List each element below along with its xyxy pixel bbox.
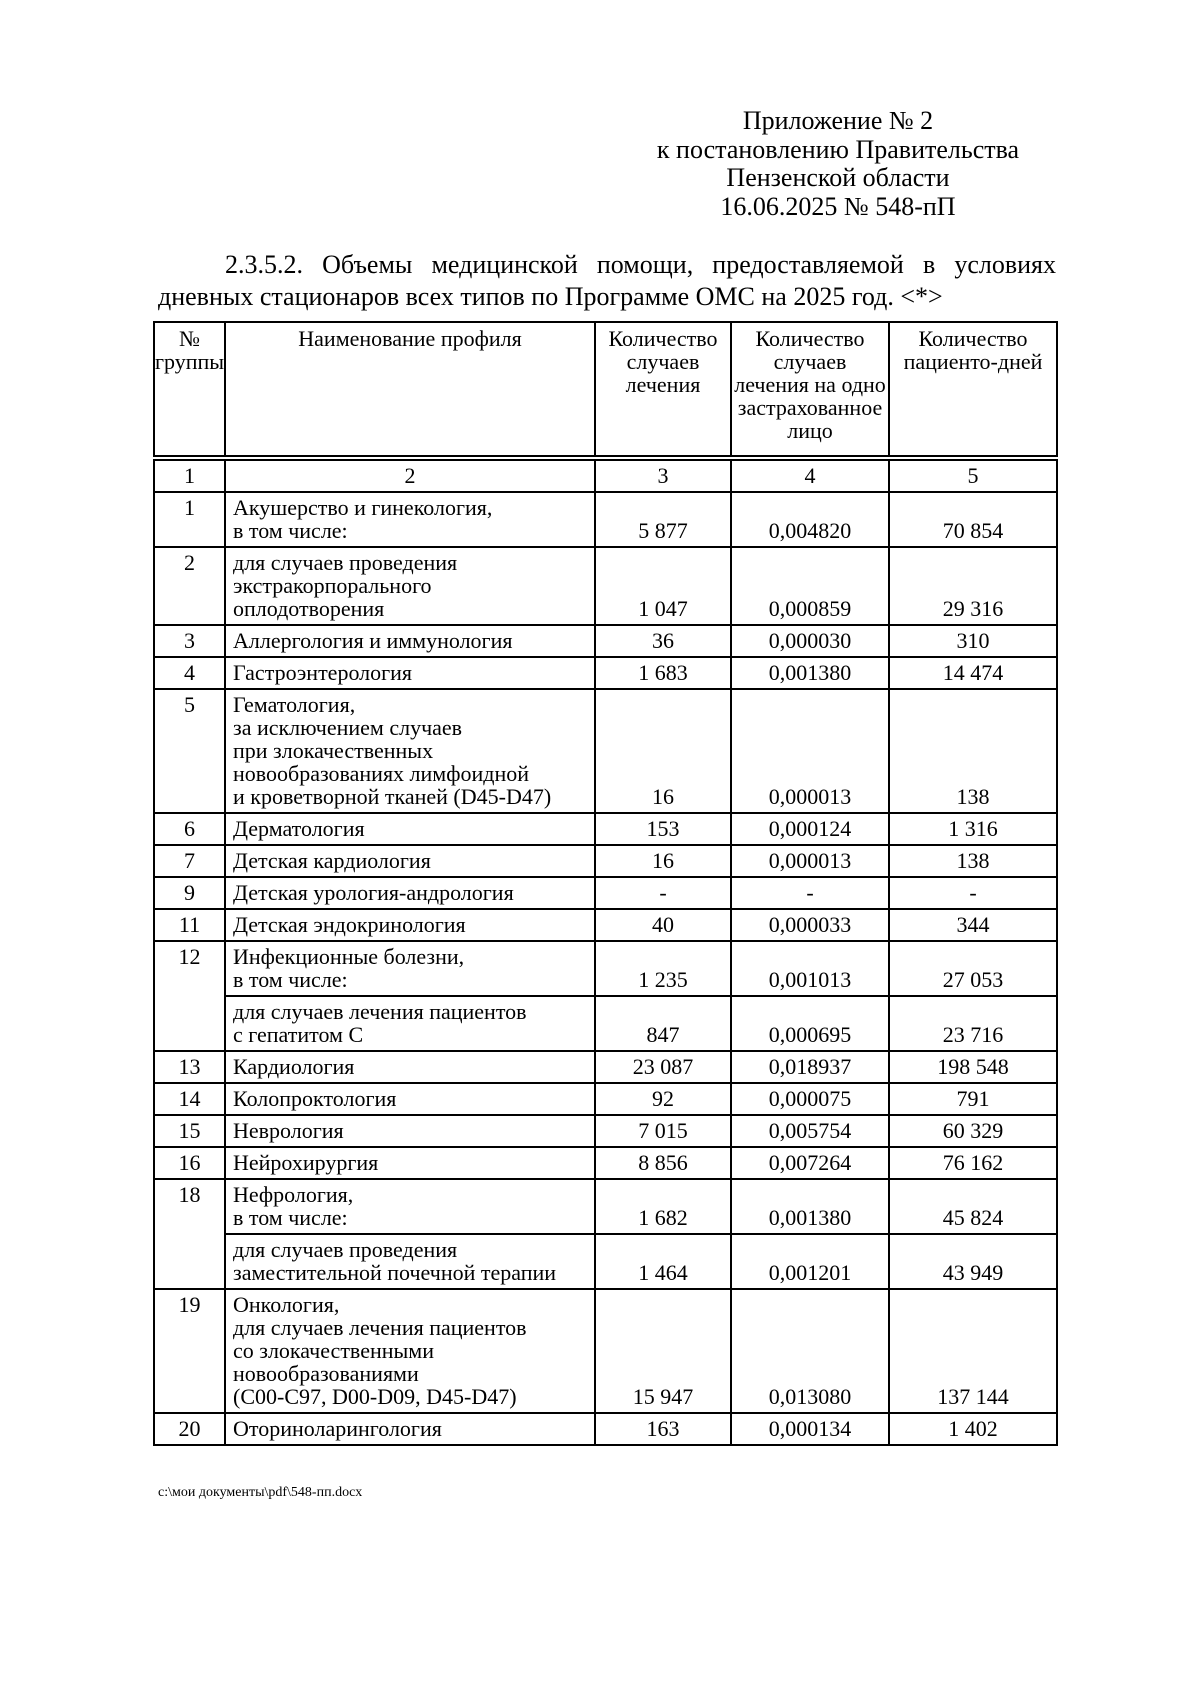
header-row [154,322,1057,456]
cases-per-insured: 0,000030 [731,625,889,657]
group-number: 20 [154,1413,225,1445]
group-number: 4 [154,657,225,689]
treatment-cases: 1 464 [595,1234,731,1289]
group-number: 3 [154,625,225,657]
treatment-cases: 16 [595,845,731,877]
group-number: 6 [154,813,225,845]
table-row [154,625,1057,657]
patient-days: 27 053 [889,941,1057,996]
treatment-cases: 1 683 [595,657,731,689]
table-row [154,909,1057,941]
profile-name: Неврология [225,1115,595,1147]
cases-per-insured: 0,007264 [731,1147,889,1179]
appendix-title: Приложение № 2 [742,106,934,135]
table-header [153,321,1058,457]
column-number-row [154,460,1057,492]
table-row [154,1051,1057,1083]
group-number: 5 [154,689,225,813]
profile-name: Акушерство и гинекология, в том числе: [225,492,595,547]
column-number: 5 [889,460,1057,492]
profile-name: Колопроктология [225,1083,595,1115]
profile-name: Оториноларингология [225,1413,595,1445]
patient-days: - [889,877,1057,909]
patient-days: 1 402 [889,1413,1057,1445]
cases-per-insured: 0,001380 [731,657,889,689]
profile-name: Гематология, за исключением случаев при злокачественных новообразованиях лимфоидной и кроветворной тканей (D45-D47) [225,689,595,813]
header-profile-name: Наименование профиля [225,322,595,456]
column-number: 1 [154,460,225,492]
patient-days: 76 162 [889,1147,1057,1179]
resolution-date-number: 16.06.2025 № 548-пП [720,191,956,221]
table-row [154,845,1057,877]
treatment-cases: 1 235 [595,941,731,996]
cases-per-insured: 0,001013 [731,941,889,996]
group-number: 19 [154,1289,225,1413]
cases-per-insured: 0,000075 [731,1083,889,1115]
header-patient-days: Количество пациенто-дней [889,322,1057,456]
patient-days: 1 316 [889,813,1057,845]
cases-per-insured: - [731,877,889,909]
column-number: 4 [731,460,889,492]
treatment-cases: 5 877 [595,492,731,547]
table-row [154,813,1057,845]
treatment-cases: 163 [595,1413,731,1445]
cases-per-insured: 0,005754 [731,1115,889,1147]
patient-days: 29 316 [889,547,1057,625]
header-cases-per-insured: Количество случаев лечения на одно застрахованное лицо [731,322,889,456]
treatment-cases: 7 015 [595,1115,731,1147]
treatment-cases: 15 947 [595,1289,731,1413]
approval-block [638,107,1038,221]
table-body [153,459,1058,1446]
profile-name: Детская эндокринология [225,909,595,941]
table-row [154,1115,1057,1147]
table-row [154,492,1057,547]
patient-days: 138 [889,845,1057,877]
cases-per-insured: 0,000859 [731,547,889,625]
resolution-reference: к постановлению Правительства [656,134,1020,164]
treatment-cases: 23 087 [595,1051,731,1083]
treatment-cases: 1 047 [595,547,731,625]
treatment-cases: 36 [595,625,731,657]
patient-days: 198 548 [889,1051,1057,1083]
cases-per-insured: 0,000013 [731,845,889,877]
profile-name: Нейрохирургия [225,1147,595,1179]
cases-per-insured: 0,000033 [731,909,889,941]
group-number: 9 [154,877,225,909]
cases-per-insured: 0,001201 [731,1234,889,1289]
section-heading [158,249,1056,313]
patient-days: 43 949 [889,1234,1057,1289]
patient-days: 70 854 [889,492,1057,547]
profile-name: Аллергология и иммунология [225,625,595,657]
profile-name: Нефрология, в том числе: [225,1179,595,1234]
treatment-cases: - [595,877,731,909]
treatment-cases: 8 856 [595,1147,731,1179]
section-heading-line-1: 2.3.5.2. Объемы медицинской помощи, предоставляемой в условиях [225,250,1056,279]
group-number: 2 [154,547,225,625]
table-subrow [154,1234,1057,1289]
table-row [154,1413,1057,1445]
file-path-footer: c:\мои документы\pdf\548-пп.docx [158,1485,363,1500]
patient-days: 138 [889,689,1057,813]
profile-name: Гастроэнтерология [225,657,595,689]
column-number: 2 [225,460,595,492]
cases-per-insured: 0,013080 [731,1289,889,1413]
column-number: 3 [595,460,731,492]
cases-per-insured: 0,001380 [731,1179,889,1234]
group-number: 7 [154,845,225,877]
section-heading-line-2: дневных стационаров всех типов по Программе ОМС на 2025 год. <*> [158,282,943,311]
treatment-cases: 16 [595,689,731,813]
treatment-cases: 40 [595,909,731,941]
table-row [154,1083,1057,1115]
table-row [154,877,1057,909]
treatment-cases: 1 682 [595,1179,731,1234]
patient-days: 791 [889,1083,1057,1115]
group-number: 13 [154,1051,225,1083]
profile-name: для случаев проведения заместительной почечной терапии [225,1234,595,1289]
header-group-number: № группы [154,322,225,456]
cases-per-insured: 0,004820 [731,492,889,547]
profile-name: для случаев лечения пациентов с гепатитом С [225,996,595,1051]
profile-name: для случаев проведения экстракорпорального оплодотворения [225,547,595,625]
treatment-cases: 153 [595,813,731,845]
profile-name: Детская урология-андрология [225,877,595,909]
group-number: 11 [154,909,225,941]
table-row [154,1289,1057,1413]
profile-name: Дерматология [225,813,595,845]
patient-days: 344 [889,909,1057,941]
group-number: 14 [154,1083,225,1115]
profile-name: Кардиология [225,1051,595,1083]
cases-per-insured: 0,000695 [731,996,889,1051]
patient-days: 310 [889,625,1057,657]
patient-days: 45 824 [889,1179,1057,1234]
header-treatment-cases: Количество случаев лечения [595,322,731,456]
volumes-table [153,321,1056,1446]
table-subrow [154,996,1057,1051]
group-number: 12 [154,941,225,1051]
cases-per-insured: 0,000124 [731,813,889,845]
treatment-cases: 92 [595,1083,731,1115]
profile-name: Онкология, для случаев лечения пациентов со злокачественными новообразованиями (C00-C97, D00-D09, D45-D47) [225,1289,595,1413]
group-number: 15 [154,1115,225,1147]
table-row [154,1179,1057,1234]
cases-per-insured: 0,000134 [731,1413,889,1445]
table-row [154,689,1057,813]
region-name: Пензенской области [726,163,950,192]
patient-days: 14 474 [889,657,1057,689]
profile-name: Детская кардиология [225,845,595,877]
cases-per-insured: 0,000013 [731,689,889,813]
profile-name: Инфекционные болезни, в том числе: [225,941,595,996]
treatment-cases: 847 [595,996,731,1051]
table-row [154,1147,1057,1179]
table-row [154,547,1057,625]
patient-days: 60 329 [889,1115,1057,1147]
table-row [154,657,1057,689]
table-row [154,941,1057,996]
group-number: 18 [154,1179,225,1289]
cases-per-insured: 0,018937 [731,1051,889,1083]
group-number: 1 [154,492,225,547]
patient-days: 137 144 [889,1289,1057,1413]
group-number: 16 [154,1147,225,1179]
patient-days: 23 716 [889,996,1057,1051]
